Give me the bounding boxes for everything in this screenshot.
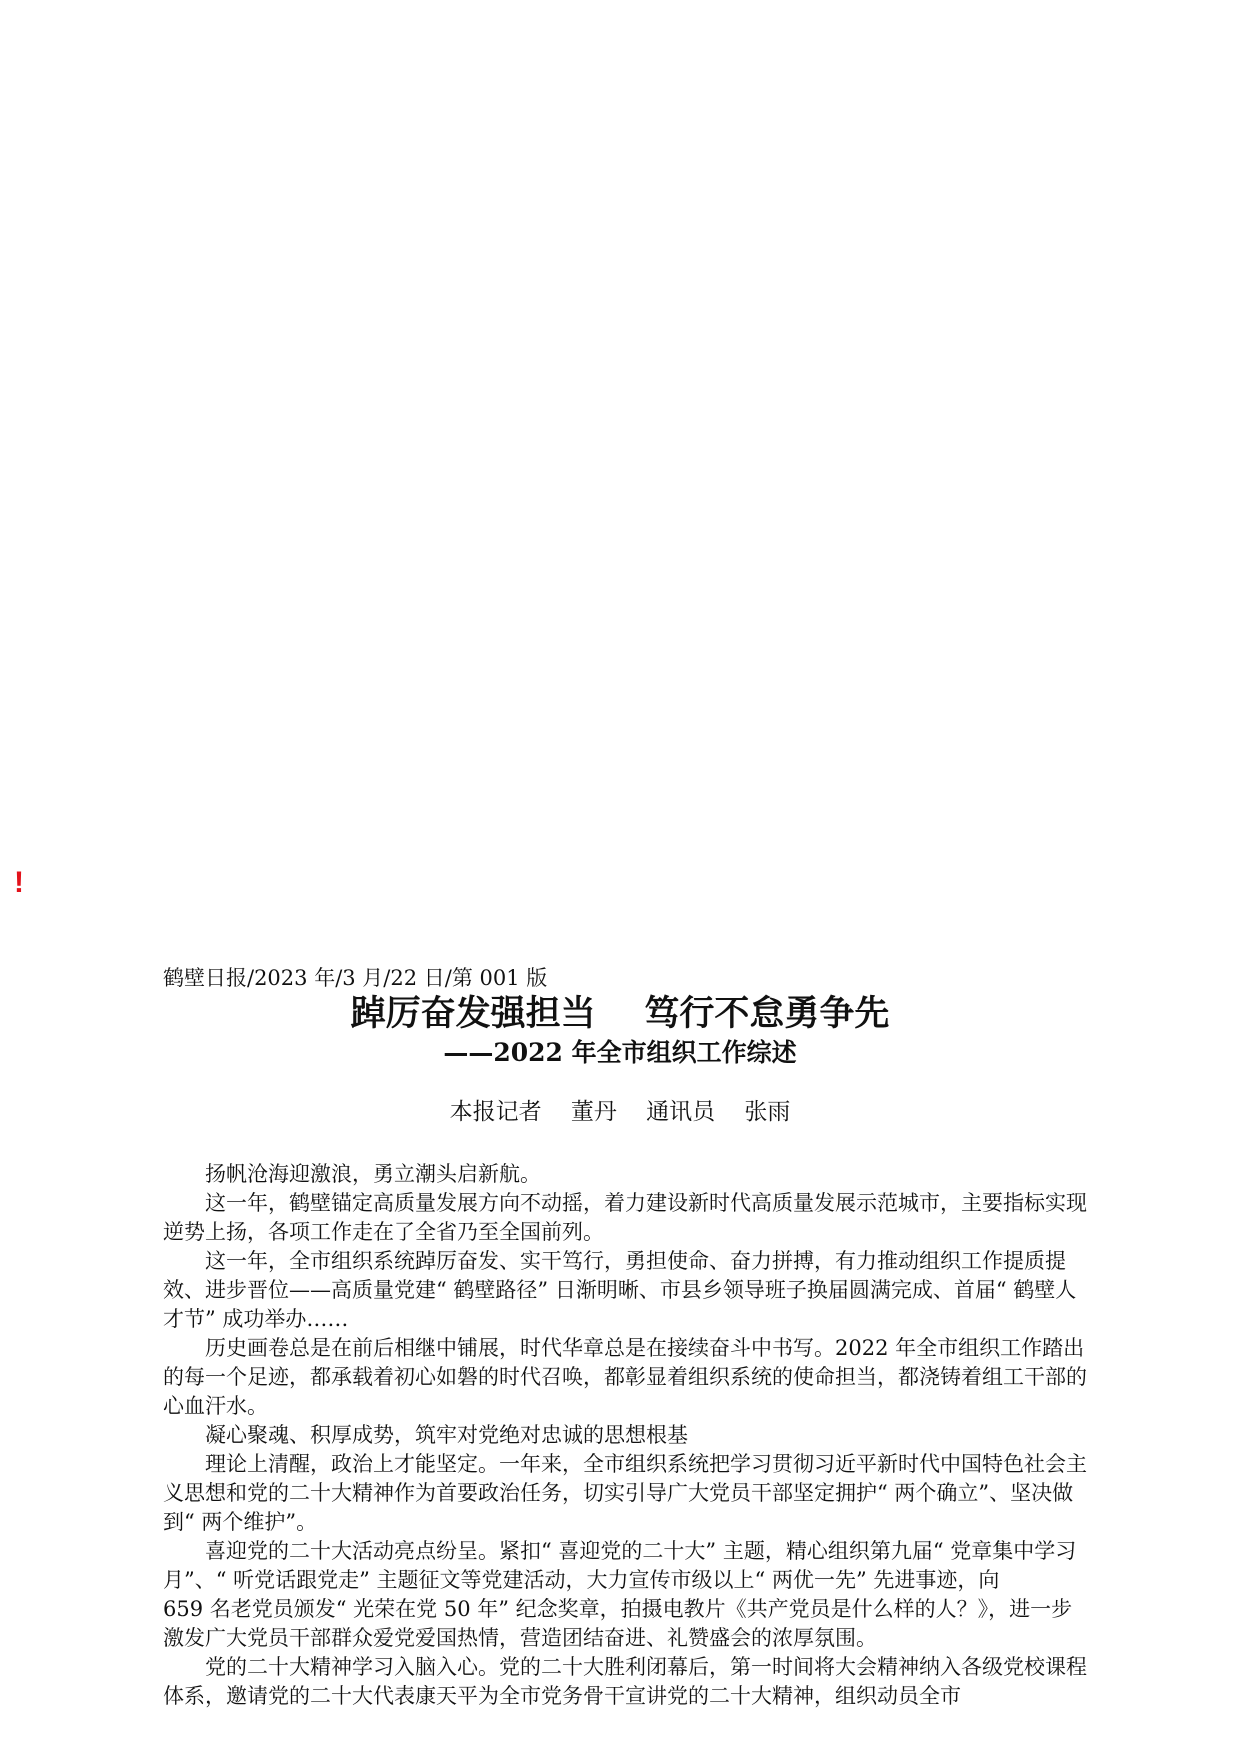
paragraph: 喜迎党的二十大活动亮点纷呈。紧扣“ 喜迎党的二十大” 主题，精心组织第九届“ 党章集中学习月”、“ 听党话跟党走” 主题征文等党建活动，大力宣传市级以上“ 两优一先” 先进事迹，向 xyxy=(163,1539,1077,1592)
source-line: 鹤壁日报/2023 年/3 月/22 日/第 001 版 xyxy=(163,966,548,990)
paragraph: 扬帆沧海迎激浪，勇立潮头启新航。 xyxy=(205,1162,541,1186)
red-exclamation-mark: ! xyxy=(14,866,24,899)
paragraph-continuation: 659 名老党员颁发“ 光荣在党 50 年” 纪念奖章，拍摄电教片《共产党员是什么样的人？》，进一步激发广大党员干部群众爱党爱国热情，营造团结奋进、礼赞盛会的浓厚氛围。 xyxy=(163,1597,1073,1650)
section-heading: 凝心聚魂、积厚成势，筑牢对党绝对忠诚的思想根基 xyxy=(205,1423,688,1447)
paragraph: 理论上清醒，政治上才能坚定。一年来，全市组织系统把学习贯彻习近平新时代中国特色社会主义思想和党的二十大精神作为首要政治任务，切实引导广大党员干部坚定拥护“ 两个确立”、坚决做到“ 两个维护”。 xyxy=(163,1452,1087,1534)
subheadline: ——2022 年全市组织工作综述 xyxy=(443,1038,797,1067)
headline: 踔厉奋发强担当 笃行不怠勇争先 xyxy=(350,993,890,1034)
paragraph: 这一年，全市组织系统踔厉奋发、实干笃行，勇担使命、奋力拼搏，有力推动组织工作提质提效、进步晋位——高质量党建“ 鹤壁路径” 日渐明晰、市县乡领导班子换届圆满完成、首届“ 鹤壁人才节” 成功举办…… xyxy=(163,1249,1077,1331)
byline: 本报记者 董丹 通讯员 张雨 xyxy=(449,1099,791,1125)
paragraph: 党的二十大精神学习入脑入心。党的二十大胜利闭幕后，第一时间将大会精神纳入各级党校课程体系，邀请党的二十大代表康天平为全市党务骨干宣讲党的二十大精神，组织动员全市 xyxy=(163,1655,1087,1708)
paragraph: 历史画卷总是在前后相继中铺展，时代华章总是在接续奋斗中书写。2022 年全市组织工作踏出的每一个足迹，都承载着初心如磐的时代召唤，都彰显着组织系统的使命担当，都浇铸着组工干部的心血汗水。 xyxy=(163,1336,1087,1418)
article-body xyxy=(163,1160,1093,1711)
paragraph: 这一年，鹤壁锚定高质量发展方向不动摇，着力建设新时代高质量发展示范城市，主要指标实现逆势上扬，各项工作走在了全省乃至全国前列。 xyxy=(163,1191,1087,1244)
